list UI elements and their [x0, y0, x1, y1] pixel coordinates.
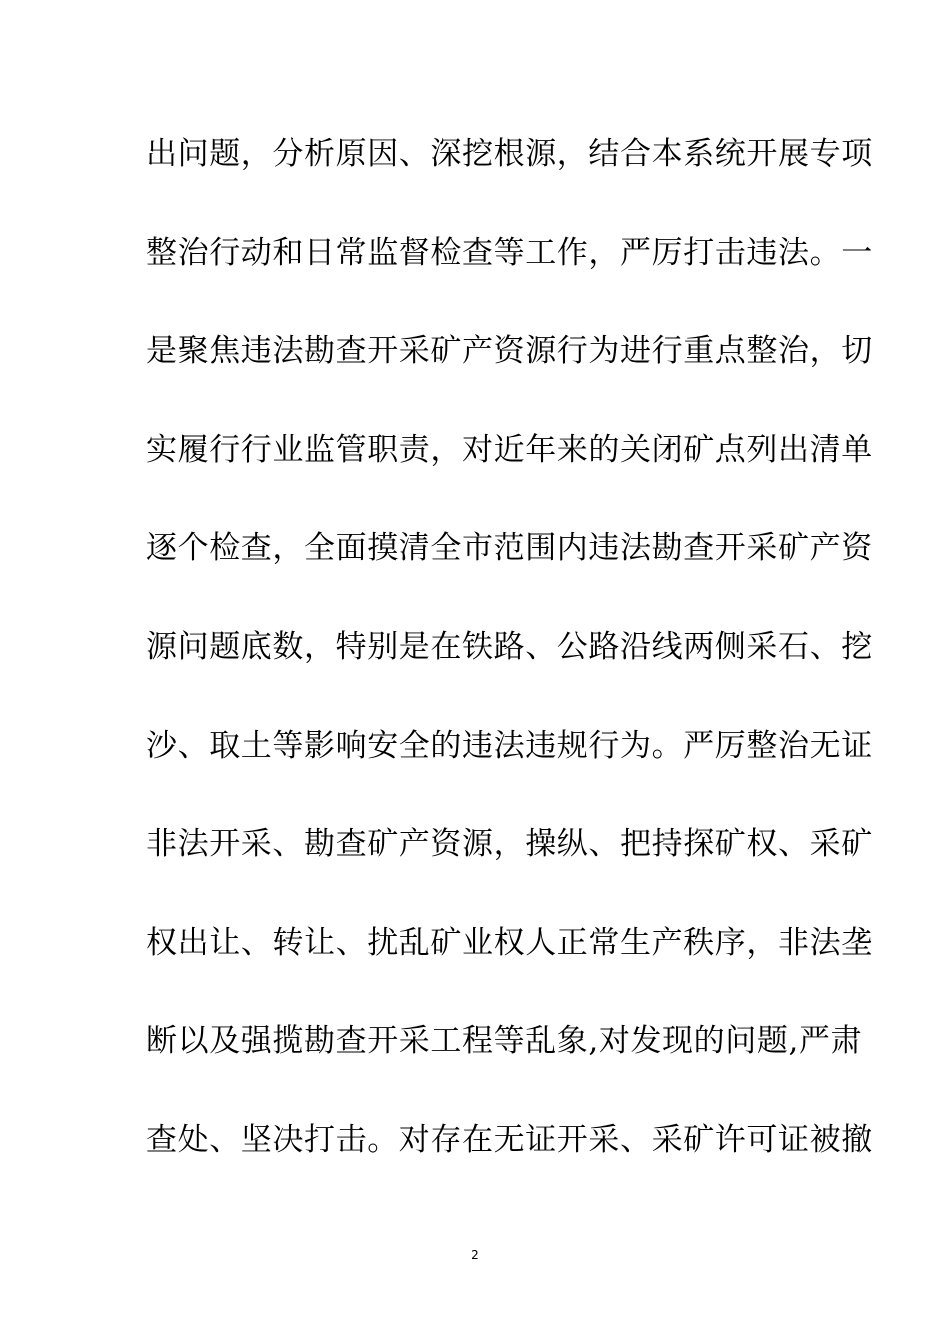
text-line-6: 源问题底数，特别是在铁路、公路沿线两侧采石、挖: [146, 628, 873, 665]
text-line-3: 是聚焦违法勘查开采矿产资源行为进行重点整治，切: [146, 333, 873, 370]
text-line-9: 权出让、转让、扰乱矿业权人正常生产秩序，非法垄: [146, 924, 873, 961]
text-line-4: 实履行行业监管职责，对近年来的关闭矿点列出清单: [146, 431, 873, 468]
text-line-5: 逐个检查，全面摸清全市范围内违法勘查开采矿产资: [146, 530, 873, 567]
page-number: 2: [471, 1248, 479, 1262]
body-paragraph: [146, 124, 873, 1209]
text-line-2: 整治行动和日常监督检查等工作，严厉打击违法。一: [146, 234, 873, 271]
text-line-10: 断以及强揽勘查开采工程等乱象,对发现的问题,严肃: [146, 1023, 863, 1060]
text-line-11: 查处、坚决打击。对存在无证开采、采矿许可证被撤: [146, 1121, 873, 1158]
text-line-8: 非法开采、勘查矿产资源，操纵、把持探矿权、采矿: [146, 826, 873, 863]
text-line-7: 沙、取土等影响安全的违法违规行为。严厉整治无证: [146, 727, 873, 764]
text-line-1: 出问题，分析原因、深挖根源，结合本系统开展专项: [146, 136, 873, 172]
